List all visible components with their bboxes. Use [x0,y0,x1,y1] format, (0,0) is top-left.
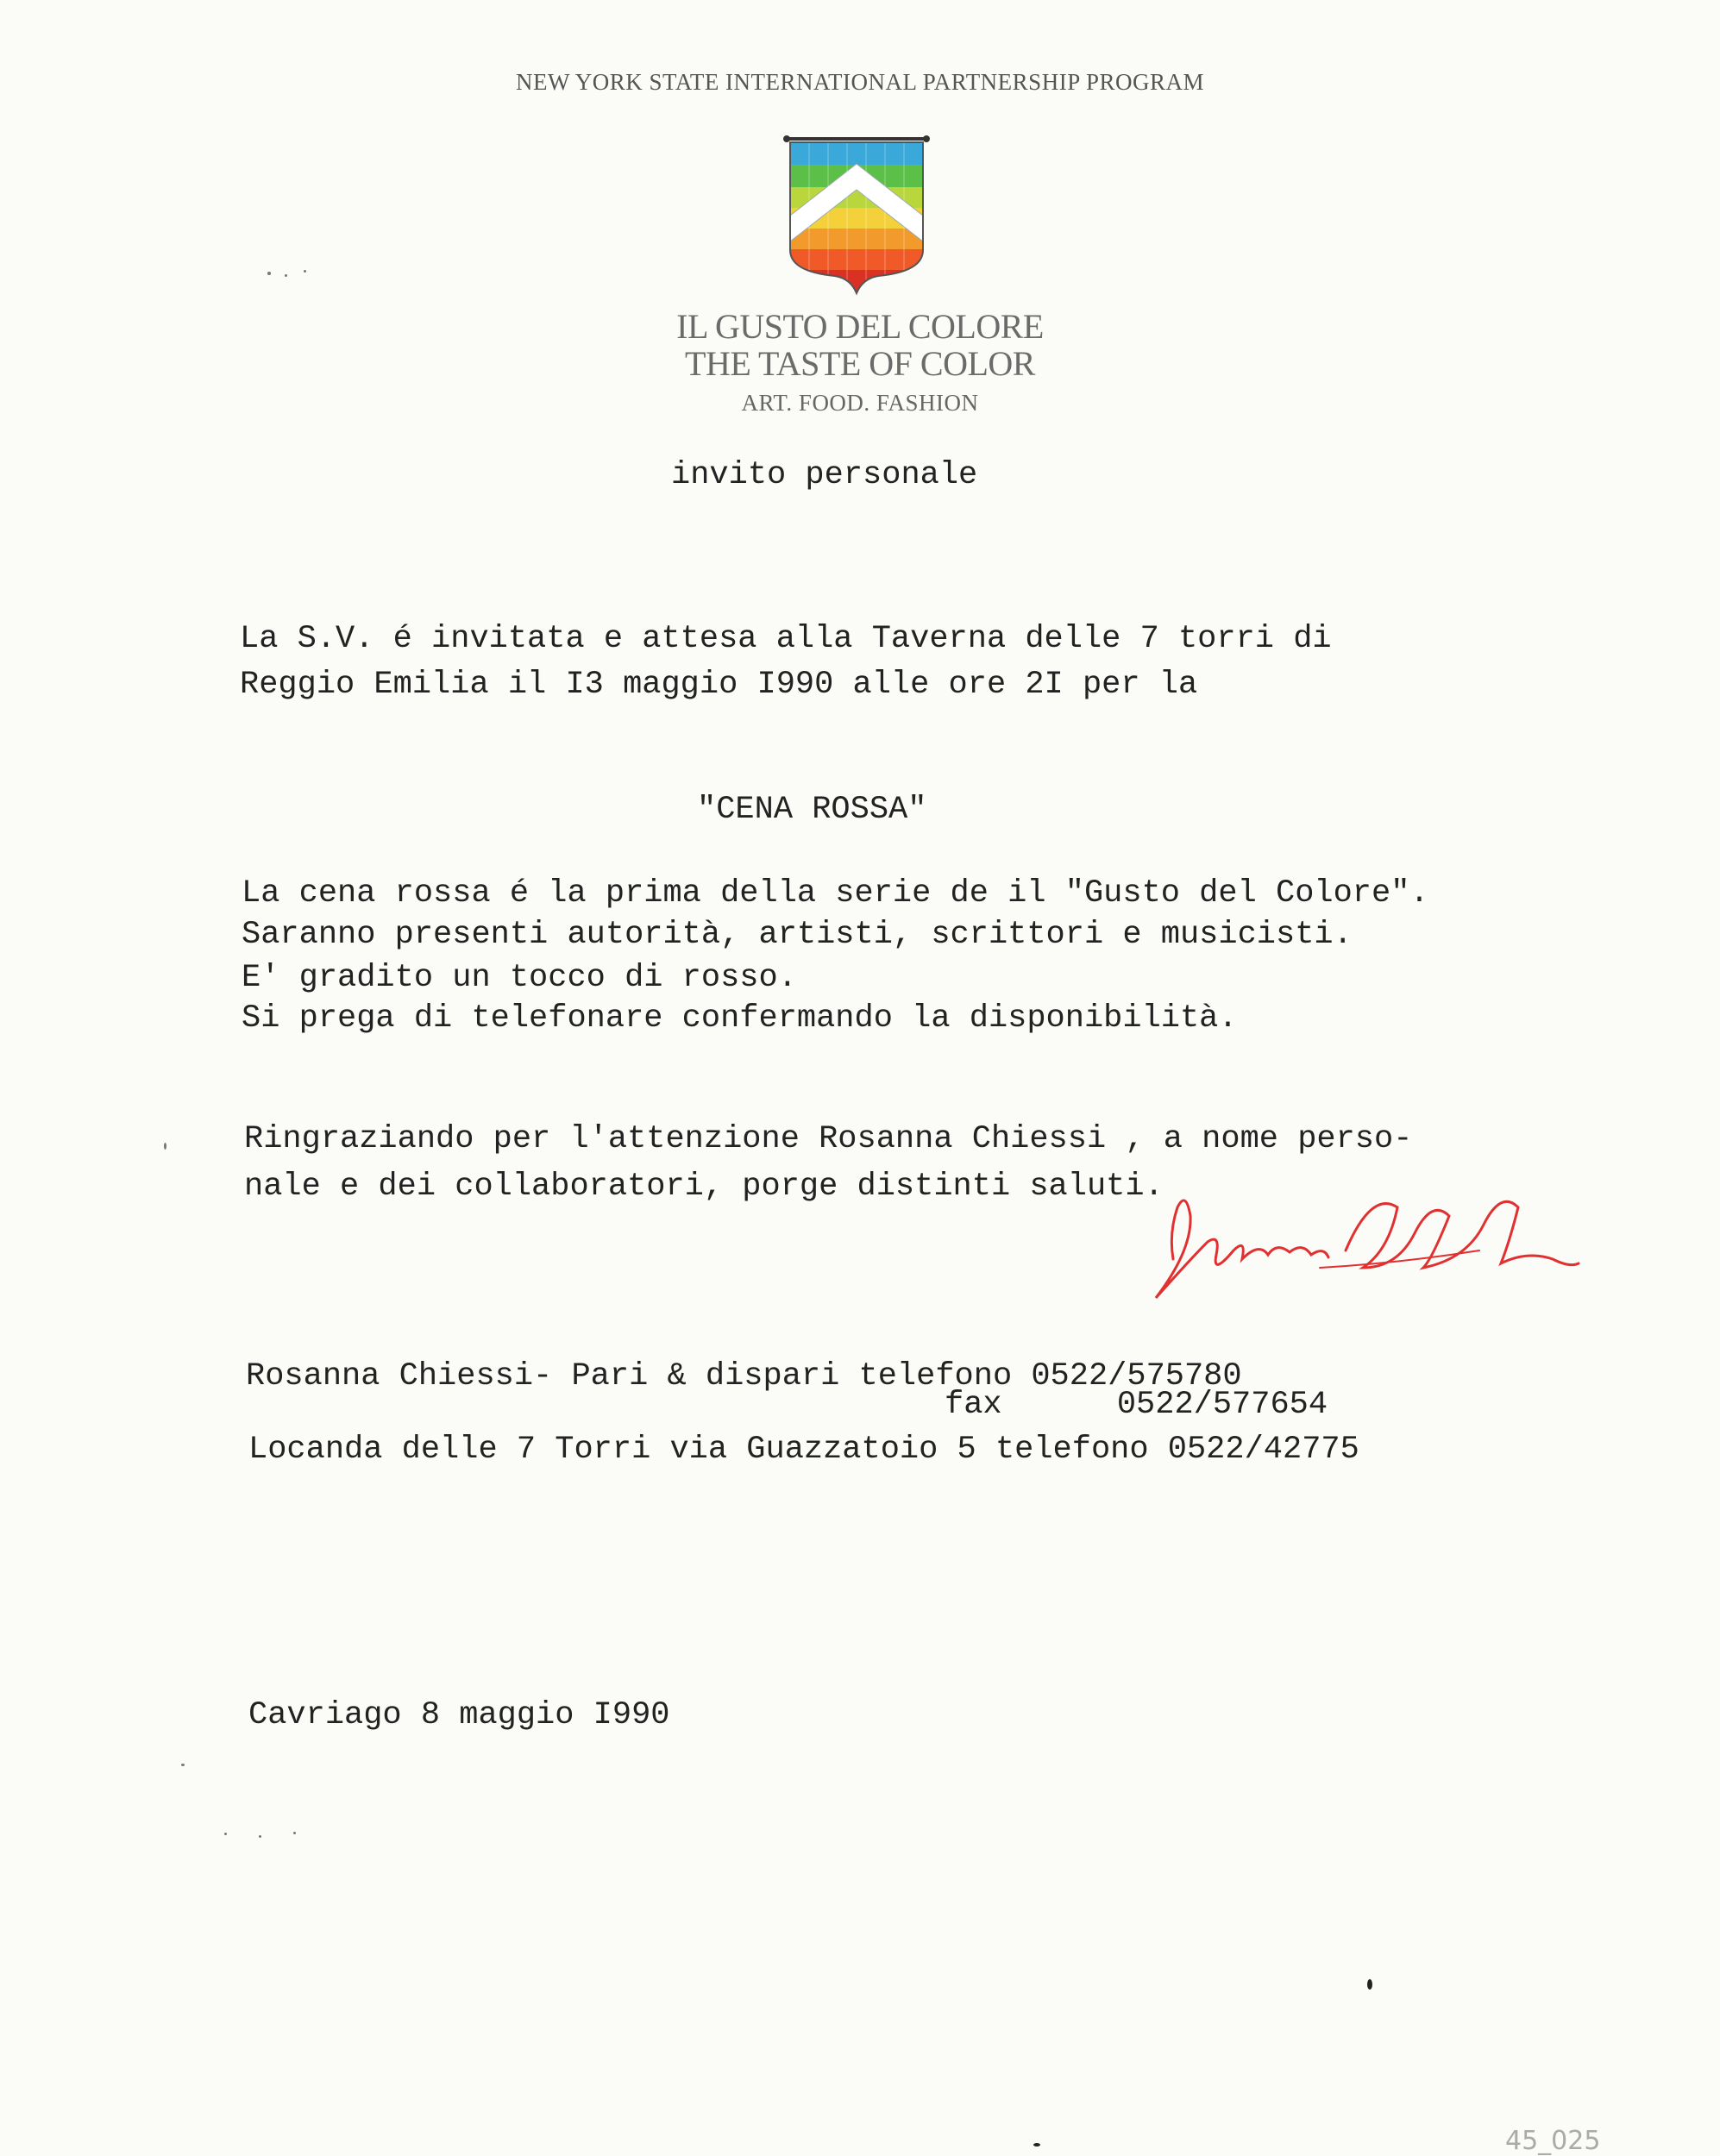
speck [304,270,306,273]
speck [1367,1979,1372,1990]
speck [1033,2143,1040,2147]
title-english: THE TASTE OF COLOR [685,344,1035,383]
place-date: Cavriago 8 maggio I990 [248,1697,670,1733]
closing-line-2: nale e dei collaboratori, porge distinti saluti. [244,1169,1164,1205]
body-line-2: Saranno presenti autorità, artisti, scrittori e musicisti. [242,917,1353,953]
speck [164,1143,166,1150]
contact-line-1: Rosanna Chiessi- Pari & dispari telefono 0522/575780 [246,1358,1242,1395]
contact-line-2: fax 0522/577654 [945,1387,1328,1423]
contact-line-3: Locanda delle 7 Torri via Guazzatoio 5 telefono 0522/42775 [248,1432,1359,1468]
body-line-4: Si prega di telefonare confermando la disponibilità. [242,1000,1238,1037]
speck [293,1832,296,1834]
speck [181,1764,185,1766]
body-line-3: E' gradito un tocco di rosso. [242,960,797,996]
intro-line-1: La S.V. é invitata e attesa alla Taverna delle 7 torri di [240,621,1332,657]
intro-line-2: Reggio Emilia il I3 maggio I990 alle ore 2I per la [240,667,1198,703]
closing-line-1: Ringraziando per l'attenzione Rosanna Chiessi , a nome perso- [244,1121,1413,1157]
program-name: NEW YORK STATE INTERNATIONAL PARTNERSHIP PROGRAM [515,69,1204,95]
speck [259,1835,261,1838]
body-line-1: La cena rossa é la prima della serie de il "Gusto del Colore". [242,875,1429,912]
event-title: "CENA ROSSA" [697,792,927,828]
speck [285,274,287,277]
tagline: ART. FOOD. FASHION [741,390,979,416]
title-italian: IL GUSTO DEL COLORE [676,307,1044,346]
invitation-heading: invito personale [671,457,978,493]
crest-logo [783,134,930,302]
archive-number: 45_025 [1505,2126,1601,2156]
speck [224,1833,227,1835]
speck [267,272,271,275]
handwritten-signature [1139,1156,1587,1319]
